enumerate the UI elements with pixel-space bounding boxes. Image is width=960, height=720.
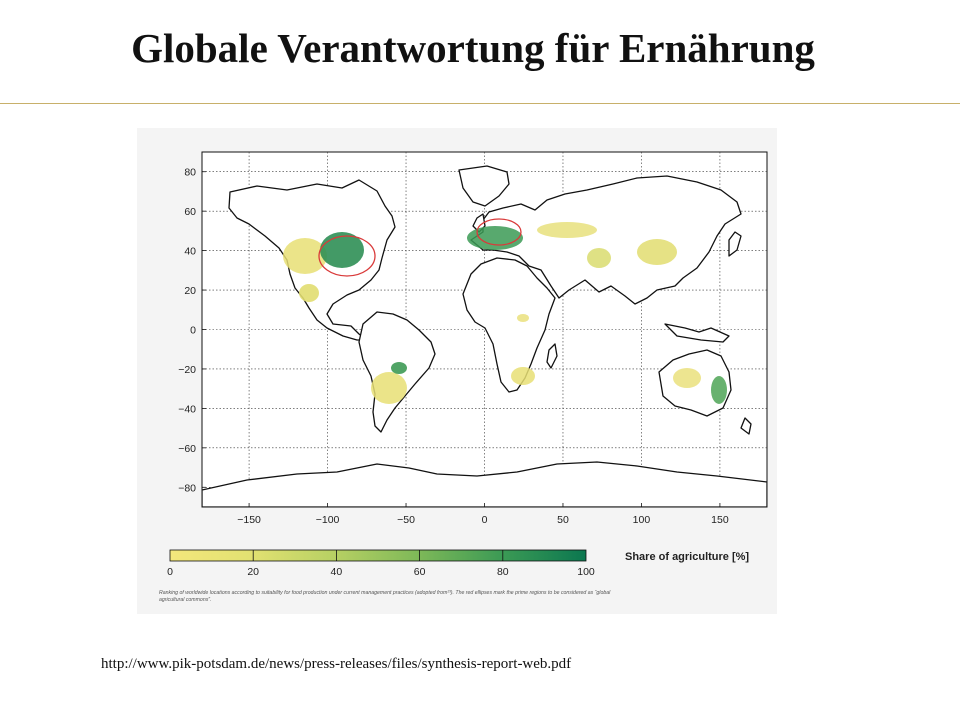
patch-australia-east [711,376,727,404]
colorbar-tick-label: 0 [167,566,173,578]
y-tick-label: −40 [178,403,196,416]
y-tick-label: −80 [178,482,196,495]
y-tick-label: 80 [184,166,196,179]
colorbar-tick-label: 20 [247,566,260,578]
slide-title: Globale Verantwortung für Ernährung [131,25,815,71]
colorbar-tick-label: 60 [413,566,426,578]
patch-steppe [537,222,597,238]
patch-australia-west [673,368,701,388]
y-tick-label: 40 [184,245,196,258]
agriculture-map-figure [137,128,777,614]
patch-argentina [371,372,407,404]
y-tick-label: 20 [184,285,196,298]
patch-south-africa [511,367,535,385]
y-tick-label: 0 [190,324,196,337]
x-tick-label: −150 [237,514,261,526]
colorbar [170,550,586,561]
patch-china [637,239,677,265]
x-tick-label: −100 [315,514,340,526]
patch-brazil-south [391,362,407,374]
y-tick-label: −60 [178,442,196,455]
y-tick-label: −20 [178,363,196,376]
x-tick-label: 150 [711,514,729,526]
x-tick-label: −50 [397,514,415,526]
patch-india [587,248,611,268]
map-svg [137,128,777,614]
x-tick-label: 50 [557,514,569,526]
patch-mexico [299,284,319,302]
patch-europe [467,226,523,250]
source-url[interactable]: http://www.pik-potsdam.de/news/press-releases/files/synthesis-report-web.pdf [101,656,572,672]
x-tick-label: 0 [481,514,488,526]
colorbar-label: Share of agriculture [%] [625,551,750,563]
patch-east-africa [517,314,529,322]
y-tick-label: 60 [184,206,196,219]
x-tick-label: 100 [632,514,651,526]
figure-caption-line2: agricultural commons”. [159,597,212,603]
title-divider [0,103,960,104]
figure-caption-line1: Ranking of worldwide locations according to suitability for food production under current management practices (adopted from²³). The red ellipses mark the prime regions to be considered as “global [159,590,611,596]
colorbar-tick-label: 40 [330,566,343,578]
patch-us-plains [283,238,327,274]
colorbar-tick-label: 80 [496,566,509,578]
colorbar-tick-label: 100 [577,566,595,578]
